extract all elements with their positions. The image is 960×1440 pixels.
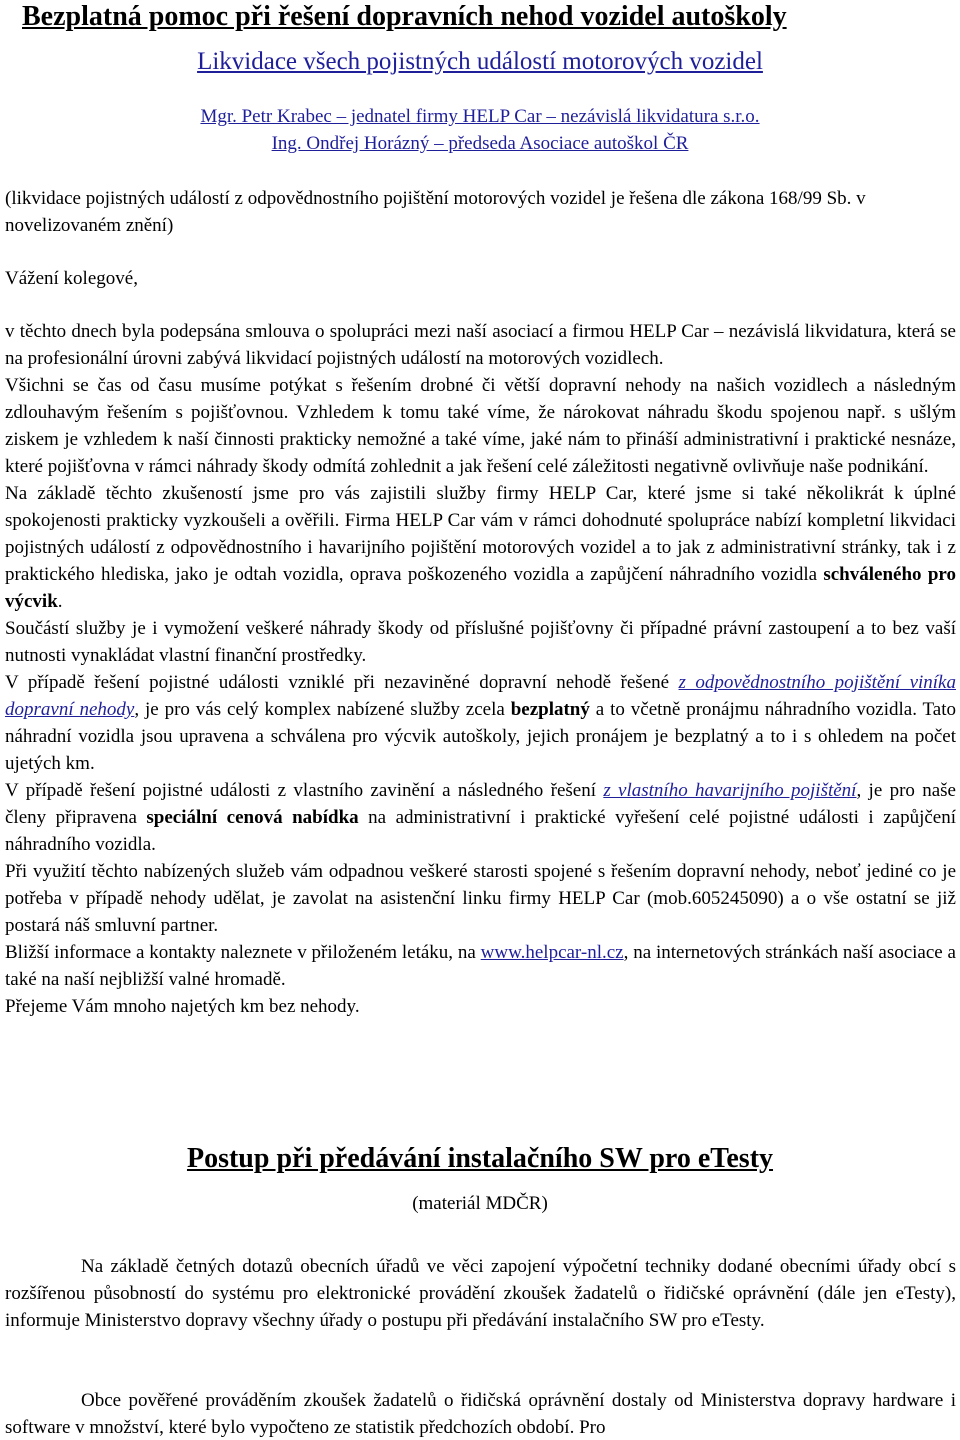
greeting: Vážení kolegové, — [5, 268, 138, 289]
paragraph-9: Přejeme Vám mnoho najetých km bez nehody. — [5, 996, 360, 1017]
bold-special-offer: speciální cenová nabídka — [146, 807, 359, 828]
paragraph-8: Bližší informace a kontakty naleznete v přiloženém letáku, na www.helpcar-nl.cz, na internetových stránkách naší asociace a také na naší nejbližší valné hromadě. — [5, 942, 956, 990]
liability-insurance-emphasis: z odpovědnostního pojištění viníka dopravní nehody — [5, 672, 956, 720]
page-subtitle: Likvidace všech pojistných událostí motorových vozidel — [197, 48, 763, 75]
paragraph-4: Součástí služby je i vymožení veškeré náhrady škody od příslušné pojišťovny či případné právní zastoupení a to bez vaší nutnosti vynakládat vlastní finanční prostředky. — [5, 618, 956, 666]
paragraph-5: V případě řešení pojistné události vzniklé při nezaviněné dopravní nehodě řešené z odpovědnostního pojištění viníka dopravní nehody, je pro vás celý komplex nabízené služby zcela bezplatný a to včetně pronájmu náhradního vozidla. Tato náhradní vozidla jsou upravena a schválena pro výcvik autoškoly, jejich pronájem je bezplatný a to i s ohledem na počet ujetých km. — [5, 672, 956, 774]
paragraph-2: Všichni se čas od času musíme potýkat s řešením drobné či větší dopravní nehody na našich vozidlech a následným zdlouhavým řešením s pojišťovnou. Vzhledem k tomu také víme, že nárokovat náhradu škodu spojenou např. s ušlým ziskem je vzhledem k naší činnosti prakticky nemožné a také víme, jaké nám to přináší administrativní i praktické nesnáze, které pojišťovna v rámci náhrady škody odmítá zohlednit a jak řešení celé záležitosti negativně ovlivňuje naše podnikání. — [5, 375, 956, 477]
paragraph-6: V případě řešení pojistné události z vlastního zavinění a následného řešení z vlastního havarijního pojištění, je pro naše členy připravena speciální cenová nabídka na administrativní i praktické vyřešení celé pojistné události i zapůjčení náhradního vozidla. — [5, 780, 956, 855]
legal-note: (likvidace pojistných událostí z odpovědnostního pojištění motorových vozidel je řešena dle zákona 168/99 Sb. v novelizovaném znění) — [5, 188, 866, 236]
paragraph-7: Při využití těchto nabízených služeb vám odpadnou veškeré starosti spojené s řešením dopravní nehody, neboť jediné co je potřeba v případě nehody udělat, je zavolat na asistenční linku firmy HELP Car (mob.605245090) a o vše ostatní se již postará náš smluvní partner. — [5, 861, 956, 936]
author-line-2: Ing. Ondřej Horázný – předseda Asociace autoškol ČR — [271, 133, 689, 154]
section-paragraph-2: Obce pověřené prováděním zkoušek žadatelů o řidičská oprávnění dostaly od Ministerstva dopravy hardware i software v množství, které bylo vypočteno ze statistik předchozích období. Pro — [5, 1390, 956, 1438]
bold-free: bezplatný — [510, 699, 590, 720]
paragraph-1: v těchto dnech byla podepsána smlouva o spolupráci mezi naší asociací a firmou HELP Car – nezávislá likvidatura, která se na profesionální úrovni zabývá likvidací pojistných událostí na motorových vozidlech. — [5, 321, 956, 369]
paragraph-3: Na základě těchto zkušeností jsme pro vás zajistili služby firmy HELP Car, které jsme si také několikrát k úplné spokojenosti prakticky vyzkoušeli a ověřili. Firma HELP Car vám v rámci dohodnuté spolupráce nabízí kompletní likvidaci pojistných událostí z odpovědnostního i havarijního pojištění motorových vozidel a to jak z administrativní stránky, tak i z praktického hlediska, jako je odtah vozidla, oprava poškozeného vozidla a zapůjčení náhradního vozidla schváleného pro výcvik. — [5, 483, 956, 612]
section-paragraph-1: Na základě četných dotazů obecních úřadů ve věci zapojení výpočetní techniky dodané obecními úřady obcí s rozšířenou působností do systému pro elektronické provádění zkoušek žadatelů o řidičské oprávnění (dále jen eTesty), informuje Ministerstvo dopravy všechny úřady o postupu při předávání instalačního SW pro eTesty. — [5, 1256, 956, 1331]
bold-approved-for-training: schváleného pro výcvik — [5, 564, 956, 612]
page-title: Bezplatná pomoc při řešení dopravních nehod vozidel autoškoly — [22, 1, 787, 32]
section-title: Postup při předávání instalačního SW pro eTesty — [186, 1143, 774, 1174]
helpcar-website-link[interactable]: www.helpcar-nl.cz — [480, 942, 624, 963]
section-subtitle: (materiál MDČR) — [412, 1193, 548, 1214]
letter-body — [5, 318, 956, 1020]
own-insurance-emphasis: z vlastního havarijního pojištění — [603, 780, 857, 801]
author-line-1: Mgr. Petr Krabec – jednatel firmy HELP Car – nezávislá likvidatura s.r.o. — [200, 106, 760, 127]
